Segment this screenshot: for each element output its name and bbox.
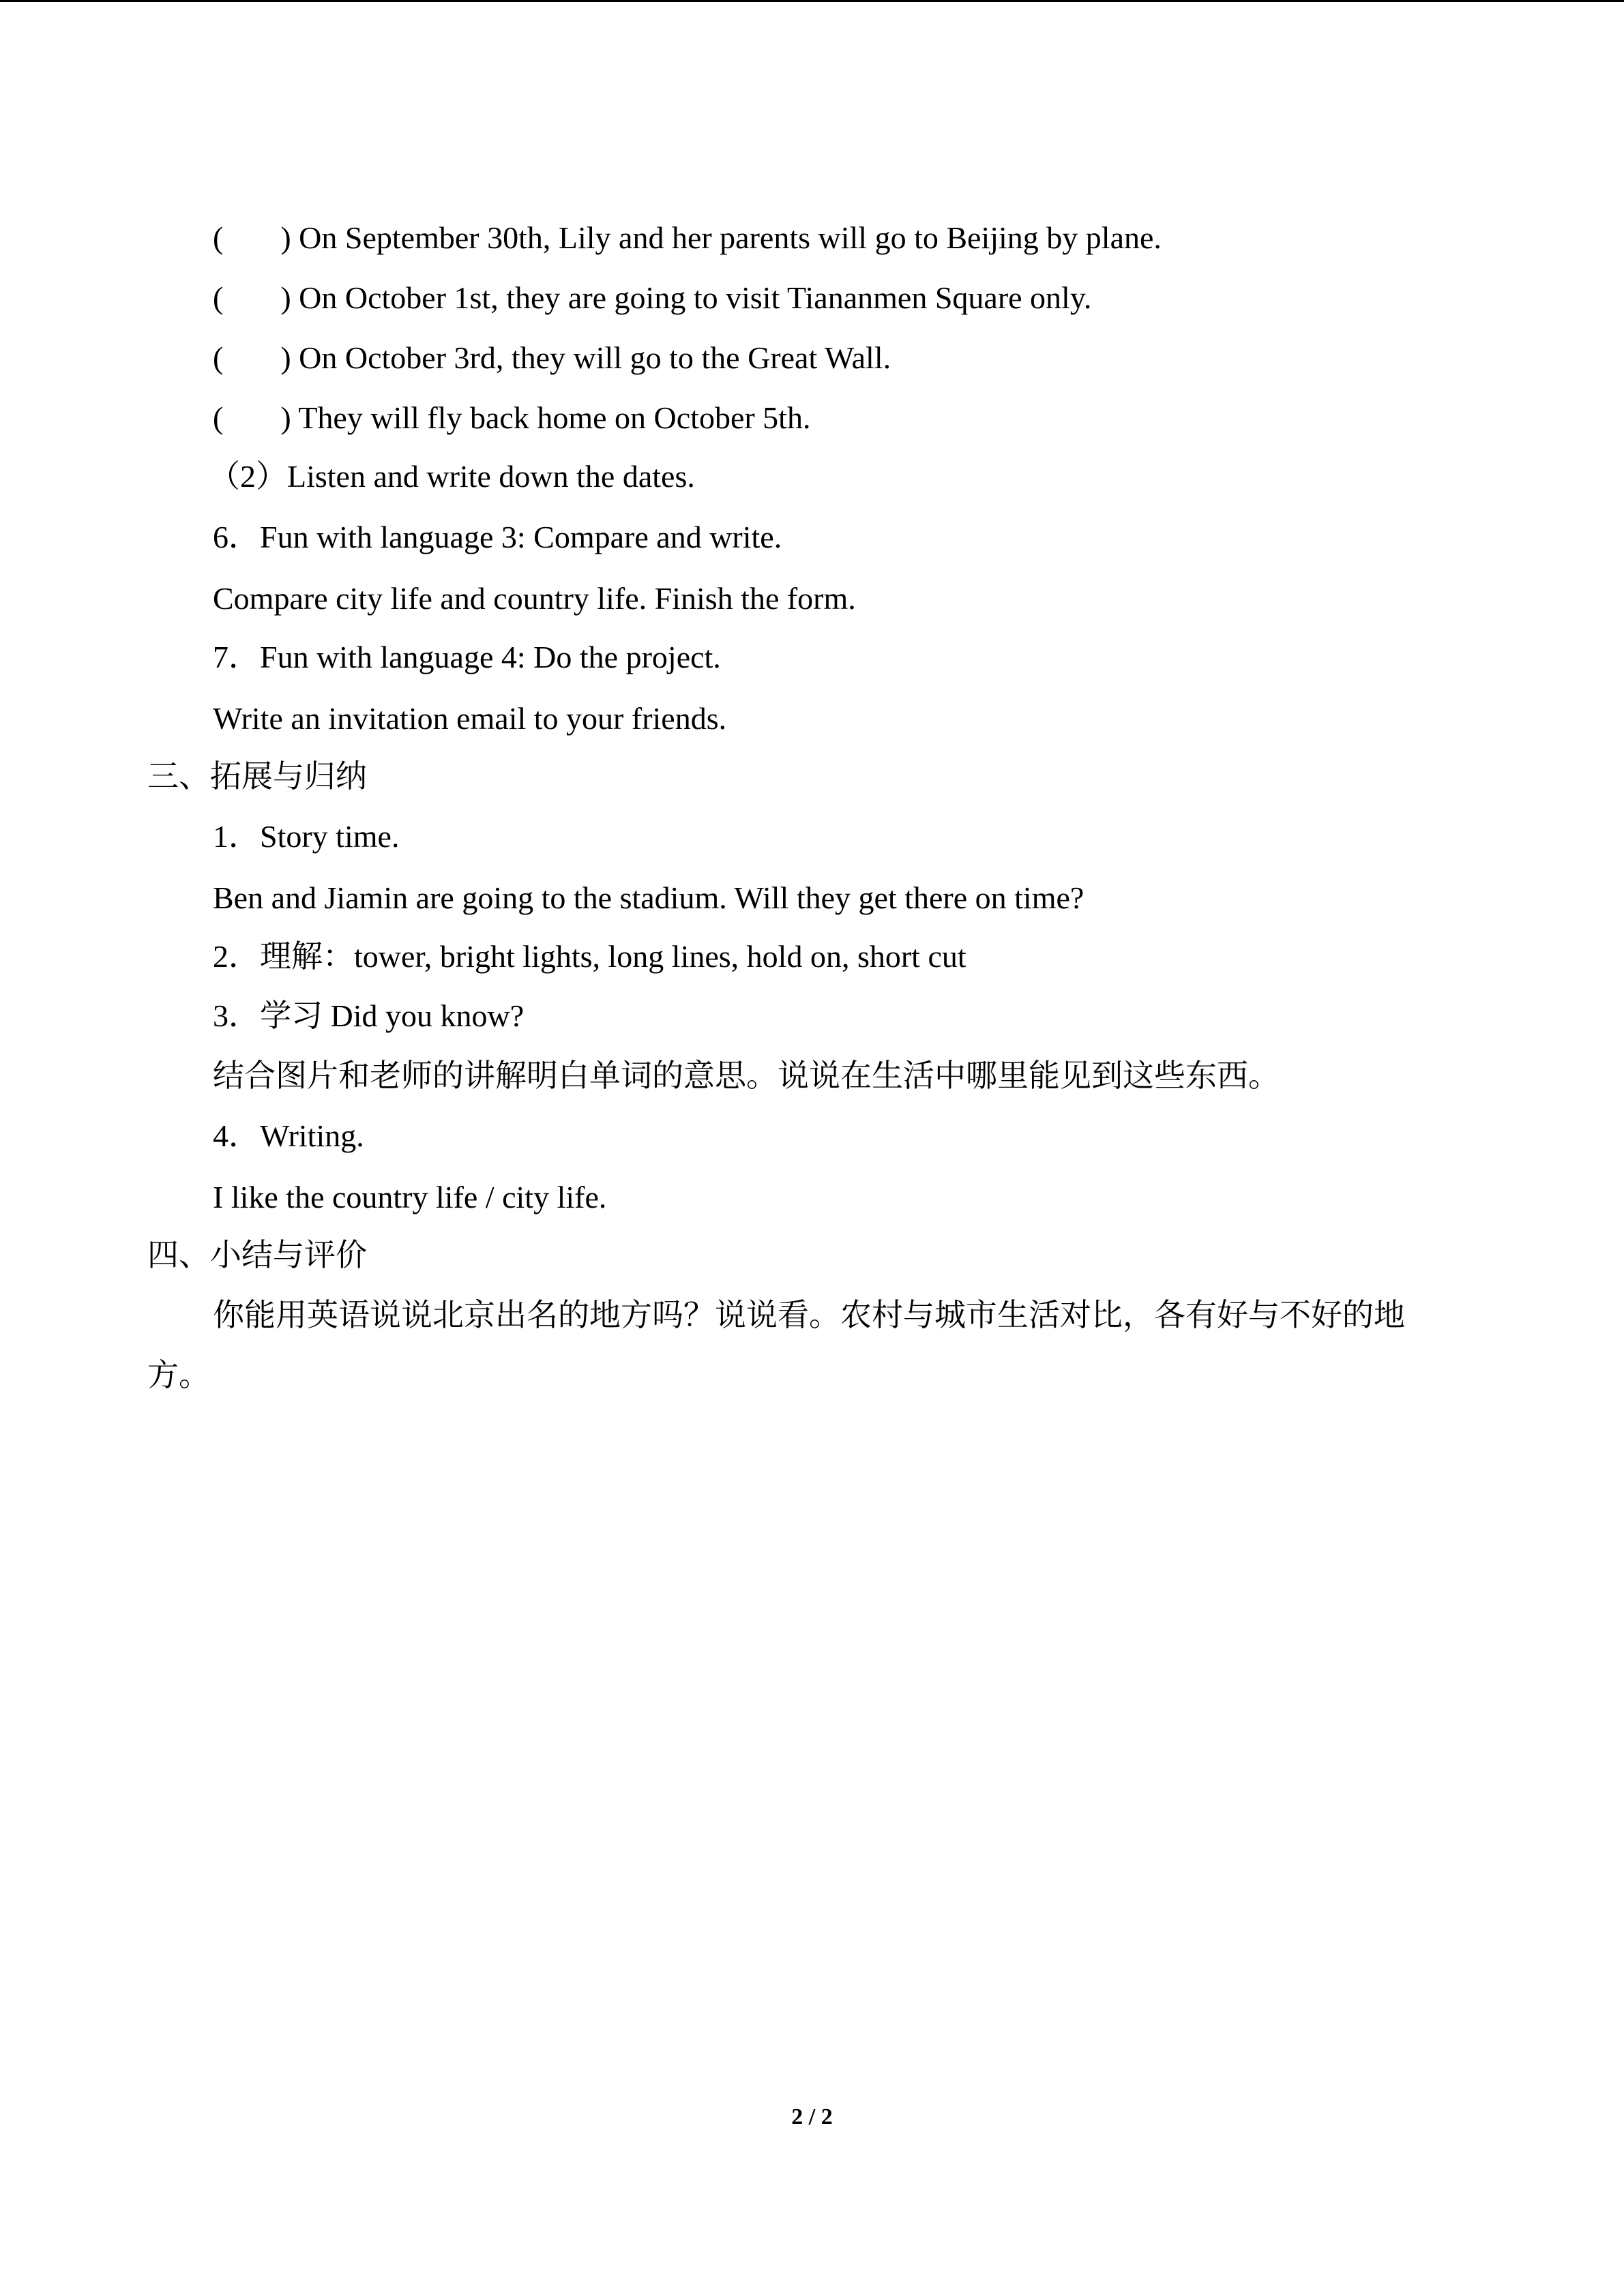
true-false-item-1 — [213, 218, 1162, 258]
section-3-item-4: 4．Writing. — [213, 1118, 364, 1153]
section-3-item-4-detail: I like the country life / city life. — [213, 1180, 607, 1214]
section-3-item-3-detail: 结合图片和老师的讲解明白单词的意思。说说在生活中哪里能见到这些东西。 — [213, 1058, 1280, 1093]
close-paren: ) — [280, 400, 291, 435]
true-false-item-4 — [213, 398, 810, 438]
close-paren: ) — [280, 280, 291, 315]
statement-text: On October 1st, they are going to visit Tiananmen Square only. — [299, 280, 1092, 315]
section-3-item-3: 3．学习 Did you know? — [213, 998, 525, 1033]
section-3-item-2: 2．理解：tower, bright lights, long lines, hold on, short cut — [213, 939, 966, 974]
true-false-item-3 — [213, 338, 891, 378]
statement-text: They will fly back home on October 5th. — [298, 400, 811, 435]
true-false-item-2 — [213, 278, 1091, 318]
open-paren: ( — [213, 280, 224, 315]
section-3-item-1-detail: Ben and Jiamin are going to the stadium. Will they get there on time? — [213, 880, 1084, 915]
section-4-text-line-1: 你能用英语说说北京出名的地方吗？说说看。农村与城市生活对比，各有好与不好的地 — [213, 1298, 1405, 1332]
page-number: 2 / 2 — [791, 2104, 833, 2130]
open-paren: ( — [213, 400, 224, 435]
listen-dates-instruction: （2）Listen and write down the dates. — [209, 459, 695, 494]
item-7-heading: 7．Fun with language 4: Do the project. — [213, 640, 721, 674]
close-paren: ) — [280, 340, 291, 375]
section-4-heading: 四、小结与评价 — [147, 1238, 367, 1272]
item-7-detail: Write an invitation email to your friends. — [213, 701, 727, 736]
section-3-heading: 三、拓展与归纳 — [147, 759, 367, 794]
item-6-detail: Compare city life and country life. Finish the form. — [213, 581, 856, 616]
item-6-heading: 6．Fun with language 3: Compare and write. — [213, 520, 782, 554]
close-paren: ) — [280, 220, 291, 255]
statement-text: On September 30th, Lily and her parents will go to Beijing by plane. — [299, 220, 1162, 255]
statement-text: On October 3rd, they will go to the Great Wall. — [299, 340, 891, 375]
section-3-item-1: 1．Story time. — [213, 819, 400, 854]
open-paren: ( — [213, 220, 224, 255]
open-paren: ( — [213, 340, 224, 375]
section-4-text-line-2: 方。 — [147, 1358, 210, 1392]
